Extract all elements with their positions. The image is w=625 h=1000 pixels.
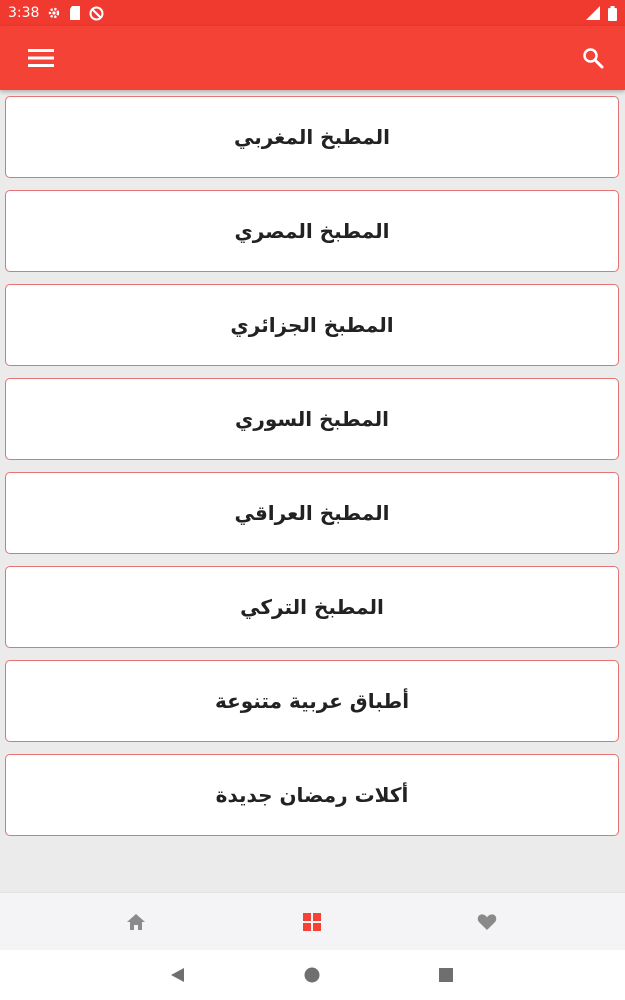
search-button[interactable] (581, 46, 605, 70)
menu-button[interactable] (26, 45, 56, 71)
search-icon (581, 46, 605, 70)
heart-icon (476, 911, 498, 933)
category-card-turkish[interactable] (5, 566, 619, 648)
back-icon (168, 966, 186, 984)
sd-card-icon (69, 6, 81, 20)
category-label: المطبخ التركي (240, 595, 384, 619)
category-label: المطبخ السوري (235, 407, 389, 431)
category-card-ramadan[interactable] (5, 754, 619, 836)
category-card-egyptian[interactable] (5, 190, 619, 272)
signal-icon (586, 6, 600, 20)
category-card-iraqi[interactable] (5, 472, 619, 554)
system-recents-button[interactable] (437, 966, 455, 984)
category-card-moroccan[interactable] (5, 96, 619, 178)
app-bar (0, 26, 625, 90)
status-bar (0, 0, 625, 26)
category-card-syrian[interactable] (5, 378, 619, 460)
status-right (586, 6, 617, 21)
category-label: المطبخ العراقي (234, 501, 390, 525)
status-left (8, 5, 104, 21)
nav-categories-button[interactable] (301, 911, 323, 933)
category-label: المطبخ المصري (234, 219, 390, 243)
nav-favorites-button[interactable] (476, 911, 498, 933)
category-label: المطبخ الجزائري (230, 313, 394, 337)
category-label: المطبخ المغربي (233, 125, 391, 149)
home-circle-icon (303, 966, 321, 984)
blocked-circle-icon (89, 6, 104, 21)
category-card-assorted-arabic[interactable] (5, 660, 619, 742)
menu-icon (26, 45, 56, 71)
category-card-algerian[interactable] (5, 284, 619, 366)
bottom-navigation (0, 892, 625, 951)
category-label: أطباق عربية متنوعة (214, 689, 410, 713)
status-time: 3:38 (8, 5, 40, 21)
system-navigation-bar (0, 950, 625, 1000)
settings-gear-icon (47, 6, 61, 20)
home-icon (125, 911, 147, 933)
system-home-button[interactable] (303, 966, 321, 984)
system-back-button[interactable] (168, 966, 186, 984)
grid-icon (301, 911, 323, 933)
recents-icon (437, 966, 455, 984)
battery-icon (608, 6, 617, 21)
category-label: أكلات رمضان جديدة (215, 783, 409, 807)
nav-home-button[interactable] (125, 911, 147, 933)
